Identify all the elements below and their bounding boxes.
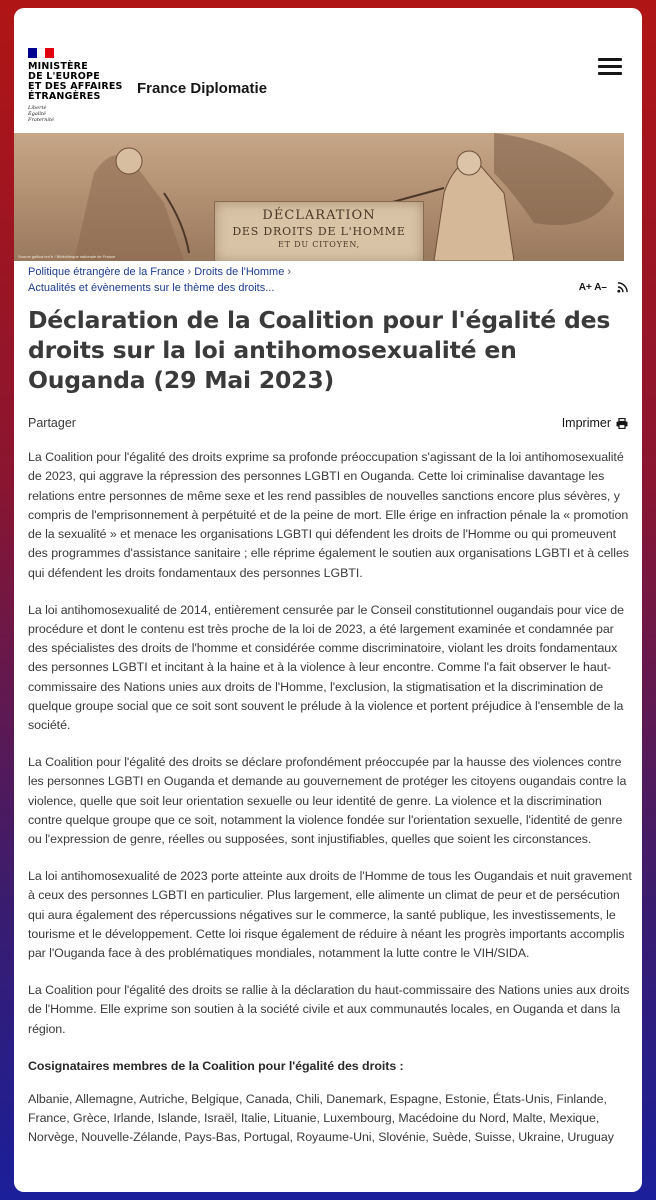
print-label: Imprimer: [561, 416, 611, 430]
motto-line: Égalité: [28, 111, 46, 117]
printer-icon: [616, 418, 628, 429]
angel-head: [457, 151, 481, 175]
logo-line: DE L'EUROPE: [28, 71, 100, 82]
motto-line: Liberté: [28, 105, 47, 111]
article-paragraph: La Coalition pour l'égalité des droits se déclare profondément préoccupée par la hausse des violences contre les personnes LGBTI en Ouganda et demande au gouvernement de protéger les citoyens ougandais contre la violence, quelle que soit leur orientation sexuelle ou leur identité de genre. La violence et la discrimination contre quelque groupe que ce soit, notamment la violence fondée sur l'orientation sexuelle, l'identité de genre ou l'expression de genre, réelles ou supposées, sont injustifiables, quelles que soient les circonstances.: [28, 755, 627, 847]
menu-bar: [598, 58, 622, 61]
signatories-list: Albanie, Allemagne, Autriche, Belgique, Canada, Chili, Danemark, Espagne, Estonie, États-Unis, Finlande, France, Grèce, Irlande, Islande, Israël, Italie, Lituanie, Luxembourg, Macédoine du Nord, Malte, Mexique, Norvège, Nouvelle-Zélande, Pays-Bas, Portugal, Royaume-Uni, Slovénie, Suède, Suisse, Ukraine, Uruguay: [28, 1091, 614, 1145]
image-credit: Source gallica.bnf.fr / Bibliothèque nationale de France: [18, 254, 116, 259]
hamburger-menu-icon[interactable]: [598, 58, 622, 76]
republic-motto: [28, 105, 128, 123]
menu-bar: [598, 65, 622, 68]
site-name-link[interactable]: France Diplomatie: [137, 80, 268, 97]
article-paragraph: La Coalition pour l'égalité des droits exprime sa profonde préoccupation s'agissant de la loi antihomosexualité de 2023, qui aggrave la répression des personnes LGBTI en Ouganda. Cette loi criminalise davantage les relations entre personnes de même sexe et les rend passibles de nouvelles sanctions encore plus sévères, y compris de l'emprisonnement à perpétuité et de la peine de mort. Elle érige en infraction pénale la « promotion de la sexualité » et menace les organisations LGBTI qui défendent les droits de l'Homme ou qui promeuvent des programmes d'assistance sanitaire ; elle réprime également le soutien aux organisations LGBTI et à celles qui défendent les droits fondamentaux des personnes LGBTI.: [28, 450, 629, 580]
print-button[interactable]: [562, 416, 628, 430]
breadcrumb-item[interactable]: Droits de l'Homme: [194, 266, 285, 278]
printer-output: [619, 424, 625, 428]
motto-line: Fraternité: [28, 117, 54, 123]
plaque-line: ET DU CITOYEN,: [278, 240, 360, 249]
logo-line: ÉTRANGÈRES: [28, 91, 101, 102]
page-tools: [579, 282, 628, 293]
plaque-line: DÉCLARATION: [262, 208, 376, 223]
declaration-plaque: [214, 201, 424, 261]
logo-line: MINISTÈRE: [28, 61, 88, 72]
logo-line: ET DES AFFAIRES: [28, 81, 123, 92]
signatories-heading: Cosignataires membres de la Coalition pour l'égalité des droits :: [28, 1058, 404, 1073]
menu-bar: [598, 72, 622, 75]
site-header: [14, 8, 642, 128]
printer-paper: [619, 418, 625, 421]
breadcrumb-separator: ›: [187, 266, 192, 278]
hero-banner-image: [14, 133, 624, 261]
article-body: [28, 448, 632, 1165]
page-title: Déclaration de la Coalition pour l'égalité des droits sur la loi antihomosexualité en Ouganda (29 Mai 2023): [28, 306, 611, 394]
flag-stripe-white: [37, 48, 46, 58]
flag-stripe-blue: [28, 48, 37, 58]
breadcrumb-item[interactable]: Actualités et évènements sur le thème des droits...: [28, 282, 275, 294]
article-paragraph: La loi antihomosexualité de 2014, entièrement censurée par le Conseil constitutionnel ougandais pour vice de procédure et dont le contenu est très proche de la loi de 2023, a été largement examinée et condamnée par des spécialistes des droits de l'homme et considérée comme discriminatoire, violant les droits fondamentaux des personnes LGBTI et incitant à la haine et à la violence à leur encontre. Comme l'a fait observer le haut-commissaire des Nations unies aux droits de l'Homme, l'exclusion, la stigmatisation et la discrimination de quelque groupe social que ce soit sont souvent le prélude à la violence et portent préjudice à l'ensemble de la société.: [28, 602, 624, 733]
breadcrumb-item[interactable]: Politique étrangère de la France: [28, 266, 185, 278]
breadcrumb: [28, 264, 588, 296]
rss-dot: [617, 290, 620, 293]
flag-stripe-red: [45, 48, 54, 58]
page-card: [14, 8, 642, 1192]
rss-icon[interactable]: [617, 282, 628, 293]
article-paragraph: La Coalition pour l'égalité des droits se rallie à la déclaration du haut-commissaire des Nations unies aux droits de l'Homme. Elle exprime son soutien à la société civile et aux communautés locales, en Ouganda et dans la région.: [28, 983, 630, 1036]
left-figure-head: [116, 148, 142, 174]
article-paragraph: La loi antihomosexualité de 2023 porte atteinte aux droits de l'Homme de tous les Ougandais et nuit gravement à ceux des personnes LGBTI en particulier. Plus largement, elle alimente un climat de peur et de persécution qui aura également des répercussions négatives sur le commerce, la santé publique, les investissements, le tourisme et le développement. Cette loi risque également de réduire à néant les progrès importants accomplis par l'Ouganda face à des problématiques mondiales, notamment la lutte contre le VIH/SIDA.: [28, 869, 632, 961]
share-button[interactable]: Partager: [28, 416, 76, 430]
breadcrumb-separator: ›: [287, 266, 292, 278]
flag-icon: [28, 48, 54, 58]
ministry-logo[interactable]: [28, 48, 128, 123]
font-size-toggle[interactable]: A+ A–: [578, 282, 607, 293]
plaque-line: DES DROITS DE L'HOMME: [232, 225, 406, 238]
